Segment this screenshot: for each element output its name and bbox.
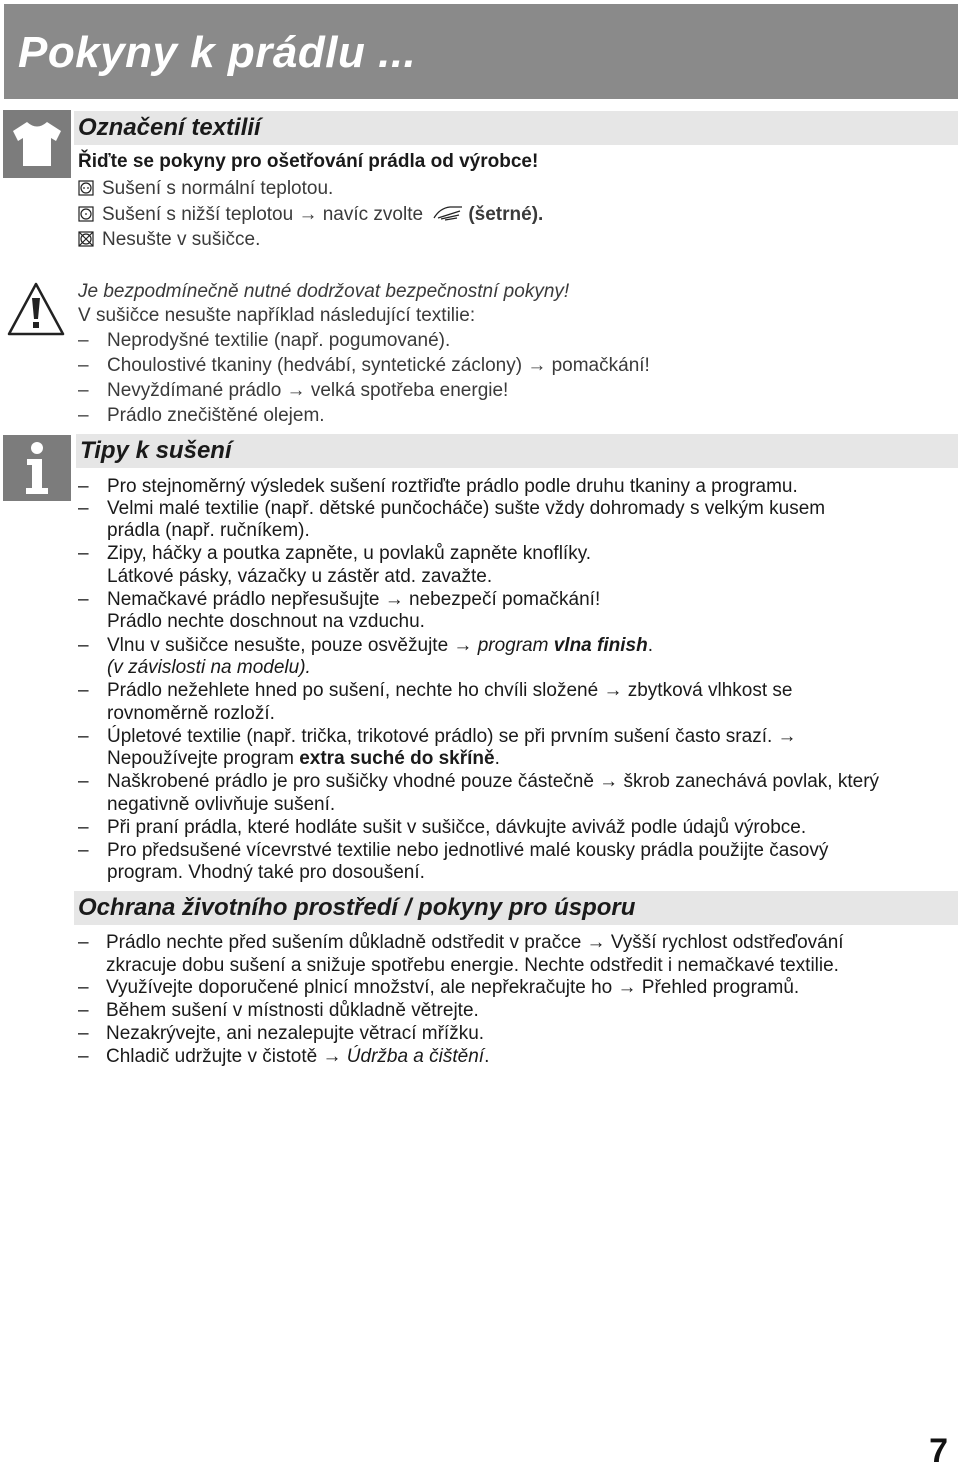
tip-line-knit xyxy=(107,748,500,770)
tip-punct: . xyxy=(494,748,500,769)
eco-punct: . xyxy=(484,1046,490,1067)
symbol-line-normal xyxy=(78,178,333,202)
tip-text: Vlnu v sušičce nesušte, pouze osvěžujte → xyxy=(107,635,473,656)
list-dash: – xyxy=(78,635,89,656)
safety-item: Prádlo znečištěné olejem. xyxy=(107,405,325,426)
tip-line: Při praní prádla, které hodláte sušit v sušičce, dávkujte aviváž podle údajů výrobce. xyxy=(107,817,807,838)
tip-line: Prádlo nechte doschnout na vzduchu. xyxy=(107,611,425,632)
list-dash: – xyxy=(78,543,89,564)
textile-labels-heading-text: Označení textilií xyxy=(78,114,261,141)
tip-text: Nepoužívejte program xyxy=(107,748,294,769)
page-title: Pokyny k prádlu ... xyxy=(18,28,417,77)
warning-icon xyxy=(5,280,67,338)
safety-warning: Je bezpodmínečně nutné dodržovat bezpečnostní pokyny! xyxy=(78,281,570,302)
tip-line: Pro předsušené vícevrstvé textilie nebo jednotlivé malé kousky prádla použijte časový xyxy=(107,840,829,861)
textile-section-icon-box xyxy=(3,110,71,178)
tip-line: Pro stejnoměrný výsledek sušení roztřiďte prádlo podle druhu tkaniny a programu. xyxy=(107,476,798,497)
list-dash: – xyxy=(78,726,89,747)
tumble-dry-low-icon xyxy=(78,206,94,228)
eco-line: Během sušení v místnosti důkladně větrejte. xyxy=(106,1000,479,1021)
eco-line: zkracuje dobu sušení a snižuje spotřebu energie. Nechte odstředit i nemačkavé textilie. xyxy=(106,955,839,976)
eco-line: Nezakrývejte, ani nezalepujte větrací mřížku. xyxy=(106,1023,485,1044)
tip-line: prádla (např. ručníkem). xyxy=(107,520,310,541)
tip-punct: . xyxy=(647,635,653,656)
tip-line: (v závislosti na modelu). xyxy=(107,657,311,678)
tip-line: program. Vhodný také pro dosoušení. xyxy=(107,862,425,883)
tip-program-name: vlna finish xyxy=(553,635,648,656)
tips-heading xyxy=(76,434,958,468)
safety-intro: V sušičce nesušte například následující textilie: xyxy=(78,305,476,326)
list-dash: – xyxy=(78,380,89,401)
list-dash: – xyxy=(78,476,89,497)
tip-line: Prádlo nežehlete hned po sušení, nechte ho chvíli složené → zbytková vlhkost se xyxy=(107,680,793,701)
list-dash: – xyxy=(78,840,89,861)
eco-heading xyxy=(74,891,958,925)
page-margin xyxy=(0,1376,960,1468)
warning-icon-box xyxy=(4,278,68,340)
symbol-line-low xyxy=(78,204,543,228)
eco-line: Prádlo nechte před sušením důkladně odstředit v pračce → Vyšší rychlost odstřeďování xyxy=(106,932,844,953)
tip-line: negativně ovlivňuje sušení. xyxy=(107,794,336,815)
tip-line: rovnoměrně rozloží. xyxy=(107,703,275,724)
safety-item: Nevyždímané prádlo → velká spotřeba energie! xyxy=(107,380,509,401)
eco-text: Chladič udržujte v čistotě → xyxy=(106,1046,342,1067)
list-dash: – xyxy=(78,680,89,701)
info-icon xyxy=(17,440,57,496)
tip-line: Velmi malé textilie (např. dětské punčocháče) sušte vždy dohromady s velkým kusem xyxy=(107,498,826,519)
safety-item: Neprodyšné textilie (např. pogumované). xyxy=(107,330,451,351)
list-dash: – xyxy=(78,771,89,792)
symbol-line-no-dry xyxy=(78,229,260,253)
tip-program-word: program xyxy=(477,635,549,656)
list-dash: – xyxy=(78,1046,89,1067)
gentle-hand-icon xyxy=(432,204,464,228)
symbol-line-no-dry-text: Nesušte v sušičce. xyxy=(102,229,261,250)
symbol-line-normal-text: Sušení s normální teplotou. xyxy=(102,178,334,199)
list-dash: – xyxy=(78,589,89,610)
page-number: 7 xyxy=(929,1432,948,1470)
list-dash: – xyxy=(78,977,89,998)
gentle-label: (šetrné). xyxy=(468,204,544,225)
list-dash: – xyxy=(78,498,89,519)
tip-line: Nemačkavé prádlo nepřesušujte → nebezpečí pomačkání! xyxy=(107,589,601,610)
tips-section-icon-box xyxy=(3,435,71,501)
tip-program-name: extra suché do skříně xyxy=(299,748,495,769)
title-bar xyxy=(4,4,958,99)
tip-line-wool xyxy=(107,635,653,657)
list-dash: – xyxy=(78,1000,89,1021)
tip-line: Naškrobené prádlo je pro sušičky vhodné pouze částečně → škrob zanechává povlak, který xyxy=(107,771,880,792)
tip-line: Zipy, háčky a poutka zapněte, u povlaků zapněte knoflíky. xyxy=(107,543,592,564)
textile-intro: Řiďte se pokyny pro ošetřování prádla od výrobce! xyxy=(78,151,539,172)
list-dash: – xyxy=(78,932,89,953)
symbol-line-low-text: Sušení s nižší teplotou → navíc zvolte xyxy=(102,204,424,225)
list-dash: – xyxy=(78,817,89,838)
textile-labels-heading xyxy=(74,111,958,145)
do-not-tumble-dry-icon xyxy=(78,231,94,253)
eco-line: Využívejte doporučené plnicí množství, ale nepřekračujte ho → Přehled programů. xyxy=(106,977,800,998)
eco-line-cleaning xyxy=(106,1046,489,1068)
tumble-dry-normal-icon xyxy=(78,180,94,202)
list-dash: – xyxy=(78,405,89,426)
safety-item: Choulostivé tkaniny (hedvábí, syntetické záclony) → pomačkání! xyxy=(107,355,650,376)
tips-heading-text: Tipy k sušení xyxy=(80,437,232,464)
eco-heading-text: Ochrana životního prostředí / pokyny pro úsporu xyxy=(78,894,636,921)
tip-line: Úpletové textilie (např. trička, trikotové prádlo) se při prvním sušení často srazí. → xyxy=(107,726,797,747)
list-dash: – xyxy=(78,1023,89,1044)
list-dash: – xyxy=(78,330,89,351)
list-dash: – xyxy=(78,355,89,376)
shirt-icon xyxy=(9,119,65,169)
eco-reference: Údržba a čištění xyxy=(346,1046,485,1067)
tip-line: Látkové pásky, vázačky u zástěr atd. zavažte. xyxy=(107,566,493,587)
